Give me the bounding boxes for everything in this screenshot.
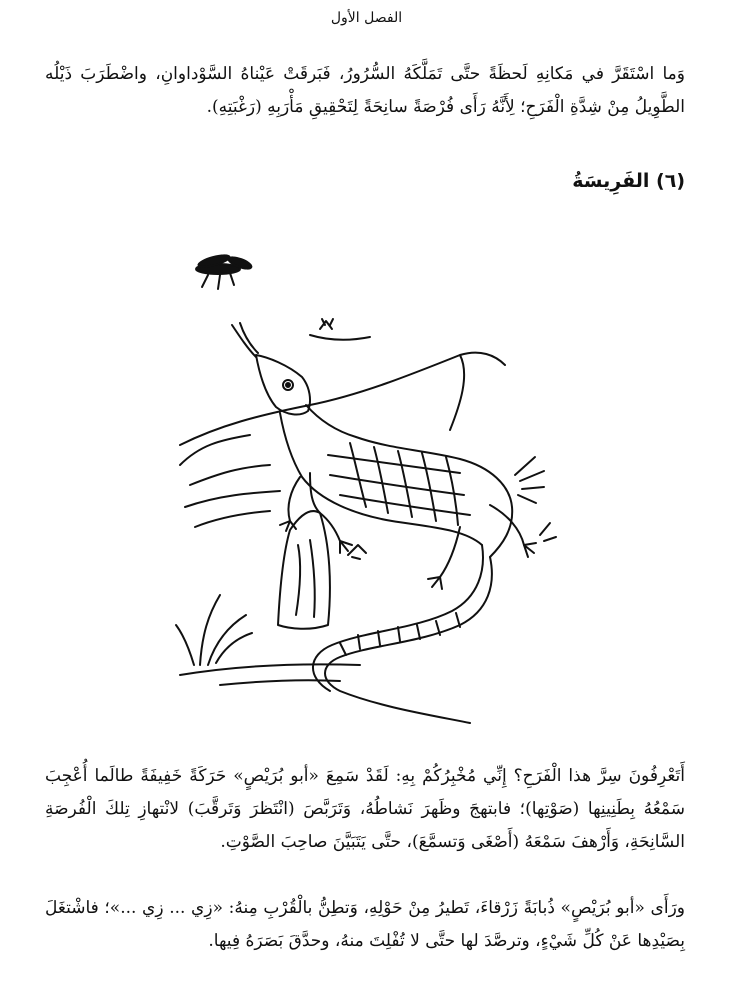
fly-drawing <box>196 253 253 289</box>
lizard-drawing <box>232 323 536 723</box>
paragraph-1: وَما اسْتَقَرَّ في مَكانِهِ لَحظَةً حتَّى تَمَلَّكَهُ السُّرُورُ، فَبَرقَتْ عَيْناهُ السَّوْداوانِ، واضْطَرَبَ ذَيْلُه الطَّوِيلُ مِنْ شِدَّةِ الْفَرَحِ؛ لِأَنَّهُ رَأَى فُرْصَةً سانِحَةً لِتَحْقِيقِ مَأْرَبِهِ (رَغْبَتِهِ). <box>45 64 685 117</box>
paragraph-2: أَتَعْرِفُونَ سِرَّ هذا الْفَرَحِ؟ إِنِّي مُخْبِرُكُمْ بِهِ: لَقَدْ سَمِعَ «أبو بُرَيْصٍ» حَرَكَةً خَفِيفَةً طالَما أُعْجِبَ سَمْعُهُ بِطَنِينِها (صَوْتِها)؛ فابتهجَ وظَهرَ نَشاطُهُ، وَتَرَبَّصَ (انْتَظرَ وَتَرقَّبَ) لانْتهازِ تِلكَ الْفُرصَةِ السَّانِحَةِ، وَأَرْهفَ سَمْعَهُ (أَصْغَى وَتسمَّعَ)، حتَّى يَتَبَيَّنَ صاحِبَ الصَّوْتِ. <box>45 766 685 852</box>
section-heading: (٦) الفَرِيسَةُ <box>572 170 685 192</box>
paragraph-3: ورَأَى «أبو بُرَيْصٍ» ذُبابَةً زَرْقاءَ، تَطيرُ مِنْ حَوْلِهِ، وَتطِنُّ بالْقُرْبِ مِنهُ: «زِي ... زِي ...»؛ فاشْتغَلَ بِصَيْدِها عَنْ كُلِّ شَيْءٍ، وترصَّدَ لها حتَّى لا تُفْلِتَ منهُ، وحدَّقَ بَصَرَهُ فِيها. <box>45 898 685 951</box>
lizard-and-fly-drawing <box>160 245 560 735</box>
running-head: الفصل الأول <box>330 10 403 26</box>
